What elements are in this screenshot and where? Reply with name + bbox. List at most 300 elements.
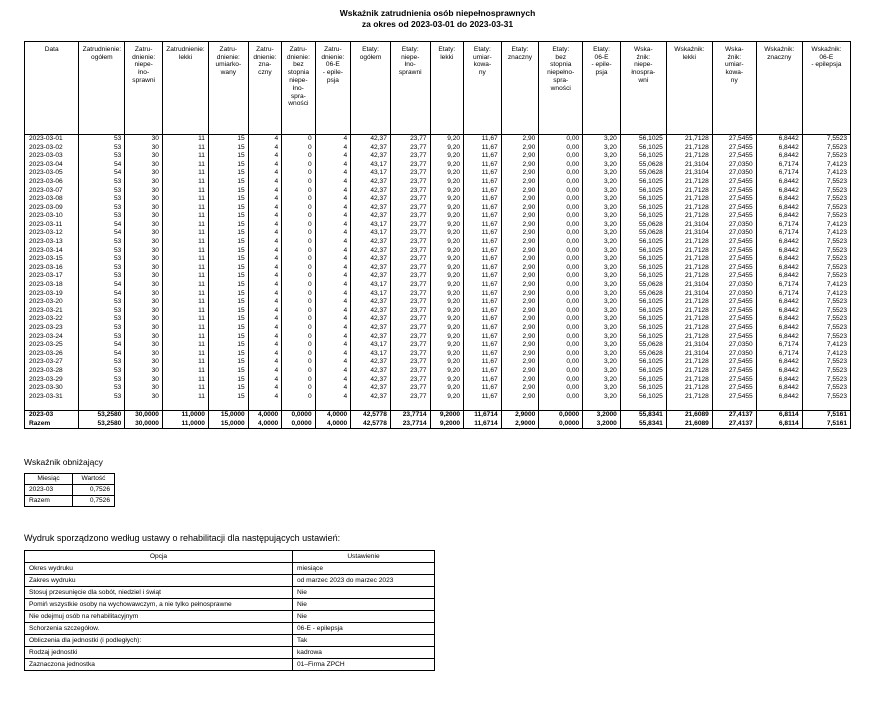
cell-value: 11,67 [464,341,502,350]
settings-row [25,647,435,659]
report-title-line2: za okres od 2023-03-01 do 2023-03-31 [361,19,514,30]
cell-value: 15 [208,264,248,273]
col-header-wskaznik-niepelnosprawni [620,41,666,134]
cell-value: 55,0628 [620,221,666,230]
cell-value: 0 [282,134,315,143]
cell-value: 0,00 [539,247,583,256]
table-row [25,144,851,153]
cell-date: 2023-03-07 [25,187,79,196]
settings-value: kadrowa [293,647,435,659]
cell-value: 27,5455 [712,152,756,161]
cell-value: 2,90 [501,187,539,196]
spacer-cell [282,401,315,410]
cell-value: 0 [282,238,315,247]
col-header-zatrudnienie-niepelnosprawni [125,41,163,134]
cell-value: 56,1025 [620,134,666,143]
cell-value: 11,67 [464,358,502,367]
cell-date: 2023-03-29 [25,376,79,385]
summary-value: 0,0000 [539,420,583,429]
col-header-line: wni [638,77,649,84]
cell-value: 27,0350 [712,281,756,290]
cell-value: 56,1025 [620,384,666,393]
cell-value: 2,90 [501,161,539,170]
spacer-cell [583,401,621,410]
settings-value: miesiące [293,563,435,575]
cell-value: 15 [208,298,248,307]
col-header-data [25,41,79,134]
table-header-row [25,41,851,134]
cell-value: 56,1025 [620,393,666,402]
col-header-line: Data [44,45,59,53]
cell-date: 2023-03-02 [25,144,79,153]
cell-value: 3,20 [583,152,621,161]
cell-value: 42,37 [351,324,391,333]
cell-value: 11 [162,212,208,221]
cell-value: 11 [162,204,208,213]
cell-value: 21,3104 [666,341,712,350]
cell-value: 0,00 [539,333,583,342]
cell-value: 9,20 [430,298,463,307]
cell-date: 2023-03-23 [25,324,79,333]
col-header-line: Etaty: [511,45,529,53]
cell-value: 30 [125,324,163,333]
col-header-line: Etaty: [401,45,419,53]
cell-value: 11 [162,290,208,299]
cell-date: 2023-03-17 [25,272,79,281]
cell-value: 9,20 [430,161,463,170]
cell-value: 6,8442 [756,307,802,316]
summary-value: 4,0000 [248,420,281,429]
summary-value: 0,0000 [282,410,315,419]
cell-value: 4 [315,350,351,359]
col-header-etaty-bez-stopnia [539,41,583,134]
cell-date: 2023-03-13 [25,238,79,247]
cell-value: 53 [79,307,125,316]
cell-value: 11 [162,307,208,316]
cell-value: 56,1025 [620,315,666,324]
cell-value: 54 [79,350,125,359]
cell-value: 30 [125,169,163,178]
col-header-line: 06-E [594,53,609,61]
cell-value: 9,20 [430,221,463,230]
table-row [25,195,851,204]
cell-value: 23,77 [390,272,430,281]
cell-value: 6,8442 [756,393,802,402]
cell-value: 56,1025 [620,333,666,342]
col-header-etaty-06e [583,41,621,134]
cell-value: 7,4123 [802,221,850,230]
cell-value: 30 [125,333,163,342]
settings-col-opcja: Opcja [25,551,293,563]
cell-value: 4 [315,187,351,196]
cell-value: 53 [79,384,125,393]
col-header-line: ogółem [91,53,113,61]
cell-value: 42,37 [351,315,391,324]
cell-value: 23,77 [390,281,430,290]
cell-value: 11,67 [464,134,502,143]
cell-value: 30 [125,161,163,170]
cell-value: 4 [248,393,281,402]
settings-table [24,550,435,671]
summary-value: 23,7714 [390,410,430,419]
cell-value: 56,1025 [620,187,666,196]
summary-value: 2,9000 [501,410,539,419]
summary-value: 55,8341 [620,410,666,419]
cell-value: 7,5523 [802,272,850,281]
col-header-zatrudnienie-06e [315,41,351,134]
settings-option: Stosuj przesunięcie dla sobót, niedziel i świąt [25,587,293,599]
cell-value: 23,77 [390,187,430,196]
cell-value: 27,5455 [712,298,756,307]
cell-value: 27,5455 [712,204,756,213]
cell-value: 0,00 [539,315,583,324]
table-row [25,229,851,238]
cell-value: 53 [79,358,125,367]
cell-value: 27,5455 [712,307,756,316]
reduction-col-wartosc: Wartość [73,474,115,485]
cell-value: 2,90 [501,255,539,264]
cell-value: 21,7128 [666,178,712,187]
cell-value: 42,37 [351,298,391,307]
cell-value: 7,5523 [802,152,850,161]
cell-value: 9,20 [430,281,463,290]
col-header-line: Etaty: [552,45,570,53]
summary-value: 23,7714 [390,420,430,429]
cell-value: 9,20 [430,333,463,342]
cell-value: 30 [125,178,163,187]
cell-value: 0 [282,229,315,238]
cell-value: 11 [162,324,208,333]
cell-value: 4 [248,169,281,178]
cell-value: 0,00 [539,272,583,281]
cell-value: 9,20 [430,350,463,359]
cell-value: 7,4123 [802,169,850,178]
cell-value: 4 [315,384,351,393]
cell-date: 2023-03-14 [25,247,79,256]
cell-value: 11,67 [464,255,502,264]
col-header-line: ny [730,77,738,84]
reduction-col-miesiac: Miesiąc [25,474,73,485]
cell-value: 4 [315,367,351,376]
cell-value: 4 [315,298,351,307]
cell-value: 6,8442 [756,247,802,256]
cell-value: 43,17 [351,290,391,299]
reduction-section [24,457,875,507]
cell-value: 9,20 [430,255,463,264]
summary-value: 21,6089 [666,420,712,429]
cell-value: 0 [282,290,315,299]
cell-value: 11,67 [464,315,502,324]
cell-value: 3,20 [583,264,621,273]
reduction-row [25,496,115,507]
summary-value: 30,0000 [125,410,163,419]
cell-value: 15 [208,187,248,196]
col-header-line: dnienie: [286,53,310,61]
cell-value: 7,5523 [802,333,850,342]
spacer-cell [79,401,125,410]
spacer-cell [390,401,430,410]
summary-value: 4,0000 [248,410,281,419]
cell-value: 2,90 [501,367,539,376]
cell-value: 4 [248,315,281,324]
col-header-line: psja [595,69,608,77]
cell-value: 2,90 [501,290,539,299]
cell-value: 56,1025 [620,376,666,385]
cell-value: 6,8442 [756,178,802,187]
col-header-zatrudnienie-lekki [162,41,208,134]
settings-body [25,563,435,671]
summary-value: 55,8341 [620,420,666,429]
cell-value: 0,00 [539,298,583,307]
col-header-line: niepe- [134,61,153,69]
cell-value: 56,1025 [620,264,666,273]
cell-value: 15 [208,324,248,333]
cell-value: 21,7128 [666,212,712,221]
cell-value: 27,5455 [712,358,756,367]
spacer-cell [25,401,79,410]
cell-value: 0,00 [539,187,583,196]
cell-value: 6,8442 [756,204,802,213]
summary-value: 0,0000 [539,410,583,419]
cell-value: 4 [248,367,281,376]
col-header-line: dnienie: [216,53,240,61]
cell-value: 43,17 [351,341,391,350]
cell-value: 15 [208,152,248,161]
summary-value: 21,6089 [666,410,712,419]
cell-value: 30 [125,221,163,230]
cell-value: 56,1025 [620,272,666,281]
cell-value: 30 [125,307,163,316]
cell-value: 23,77 [390,290,430,299]
cell-value: 27,5455 [712,324,756,333]
cell-value: 27,5455 [712,376,756,385]
summary-value: 7,5161 [802,410,850,419]
cell-value: 4 [248,290,281,299]
cell-value: 11 [162,298,208,307]
table-row [25,152,851,161]
cell-value: 15 [208,350,248,359]
cell-value: 7,5523 [802,247,850,256]
cell-value: 42,37 [351,272,391,281]
cell-value: 3,20 [583,384,621,393]
col-header-line: Zatrudnienie: [166,45,205,53]
cell-value: 30 [125,144,163,153]
cell-value: 0 [282,272,315,281]
col-header-zatrudnienie-znaczny [248,41,281,134]
cell-value: 21,7128 [666,152,712,161]
cell-value: 55,0628 [620,290,666,299]
cell-value: 56,1025 [620,307,666,316]
settings-row [25,659,435,671]
cell-value: 11 [162,134,208,143]
cell-value: 4 [248,238,281,247]
cell-value: 23,77 [390,341,430,350]
cell-value: 27,5455 [712,247,756,256]
cell-value: 55,0628 [620,229,666,238]
cell-value: 2,90 [501,152,539,161]
cell-value: 6,8442 [756,298,802,307]
cell-value: 0,00 [539,281,583,290]
cell-value: 4 [248,178,281,187]
table-row [25,247,851,256]
cell-value: 4 [315,152,351,161]
col-header-line: Etaty: [593,45,610,53]
cell-date: 2023-03-19 [25,290,79,299]
cell-value: 11,67 [464,229,502,238]
cell-value: 4 [248,134,281,143]
summary-value: 3,2000 [583,410,621,419]
cell-date: 2023-03-27 [25,358,79,367]
cell-value: 11 [162,169,208,178]
cell-date: 2023-03-22 [25,315,79,324]
table-row [25,255,851,264]
cell-value: 54 [79,161,125,170]
cell-date: 2023-03-10 [25,212,79,221]
cell-value: 3,20 [583,315,621,324]
spacer-cell [802,401,850,410]
cell-value: 9,20 [430,134,463,143]
cell-value: 6,8442 [756,376,802,385]
table-row [25,178,851,187]
spacer-cell [666,401,712,410]
cell-value: 4 [248,247,281,256]
cell-value: 11,67 [464,272,502,281]
cell-value: 21,7128 [666,333,712,342]
cell-value: 9,20 [430,247,463,256]
cell-value: 53 [79,324,125,333]
col-header-wskaznik-umiarkowany [712,41,756,134]
cell-value: 23,77 [390,367,430,376]
col-header-line: bez [293,61,304,69]
col-header-etaty-umiarkowany [464,41,502,134]
col-header-line: łnospra- [631,69,656,77]
table-row [25,367,851,376]
cell-value: 27,5455 [712,272,756,281]
cell-value: 23,77 [390,307,430,316]
cell-value: 7,5523 [802,195,850,204]
cell-value: 23,77 [390,393,430,402]
cell-value: 0 [282,350,315,359]
cell-value: 56,1025 [620,178,666,187]
cell-value: 53 [79,298,125,307]
cell-value: 42,37 [351,195,391,204]
col-header-line: psja [326,77,339,84]
cell-value: 21,7128 [666,315,712,324]
cell-value: 0 [282,298,315,307]
table-row [25,341,851,350]
cell-value: 11 [162,333,208,342]
cell-value: 53 [79,367,125,376]
col-header-etaty-niepelnosprawni [390,41,430,134]
cell-value: 11 [162,358,208,367]
cell-value: 6,8442 [756,384,802,393]
settings-header-row [25,551,435,563]
cell-value: 7,5523 [802,178,850,187]
cell-value: 7,5523 [802,307,850,316]
table-row [25,324,851,333]
spacer-cell [125,401,163,410]
cell-value: 4 [248,195,281,204]
cell-value: 15 [208,367,248,376]
cell-value: 27,0350 [712,350,756,359]
cell-value: 43,17 [351,229,391,238]
col-header-line: kowa- [725,69,744,77]
cell-value: 11 [162,264,208,273]
reduction-month: Razem [25,496,73,507]
settings-option: Zakres wydruku [25,575,293,587]
cell-value: 15 [208,384,248,393]
cell-value: 7,4123 [802,341,850,350]
cell-date: 2023-03-24 [25,333,79,342]
cell-value: 0,00 [539,376,583,385]
col-header-zatrudnienie-ogolem [79,41,125,134]
cell-value: 15 [208,341,248,350]
table-summary-row [25,410,851,419]
cell-value: 3,20 [583,376,621,385]
cell-value: 0,00 [539,255,583,264]
cell-value: 30 [125,272,163,281]
cell-value: 23,77 [390,333,430,342]
summary-value: 11,0000 [162,420,208,429]
cell-value: 53 [79,152,125,161]
cell-value: 2,90 [501,264,539,273]
cell-value: 0 [282,187,315,196]
table-row [25,307,851,316]
cell-value: 27,0350 [712,290,756,299]
cell-value: 3,20 [583,229,621,238]
col-header-line: kowa- [473,61,492,69]
cell-value: 4 [248,187,281,196]
cell-value: 42,37 [351,393,391,402]
cell-value: 11,67 [464,333,502,342]
cell-value: 21,7128 [666,255,712,264]
cell-value: 0,00 [539,195,583,204]
cell-value: 6,8442 [756,255,802,264]
col-header-line: lekki [178,53,193,61]
cell-value: 30 [125,264,163,273]
cell-value: 21,7128 [666,247,712,256]
cell-value: 4 [248,264,281,273]
col-header-line: Zatrudnienie: [82,45,122,53]
cell-value: 53 [79,134,125,143]
cell-value: 2,90 [501,307,539,316]
cell-value: 4 [315,315,351,324]
cell-value: 42,37 [351,204,391,213]
cell-value: 27,0350 [712,221,756,230]
cell-date: 2023-03-12 [25,229,79,238]
cell-value: 21,7128 [666,272,712,281]
cell-value: 53 [79,255,125,264]
cell-value: 53 [79,204,125,213]
spacer-cell [756,401,802,410]
cell-value: 11 [162,384,208,393]
cell-value: 21,7128 [666,238,712,247]
cell-value: 2,90 [501,358,539,367]
cell-value: 23,77 [390,315,430,324]
reduction-value: 0,7526 [73,496,115,507]
cell-value: 30 [125,350,163,359]
reduction-body [25,485,115,507]
settings-option: Rodzaj jednostki [25,647,293,659]
cell-value: 23,77 [390,247,430,256]
cell-value: 11 [162,281,208,290]
cell-value: 0 [282,221,315,230]
col-header-line: źnik: [727,53,742,61]
cell-value: 4 [315,161,351,170]
summary-value: 15,0000 [208,410,248,419]
cell-value: 11,67 [464,281,502,290]
cell-value: 43,17 [351,281,391,290]
